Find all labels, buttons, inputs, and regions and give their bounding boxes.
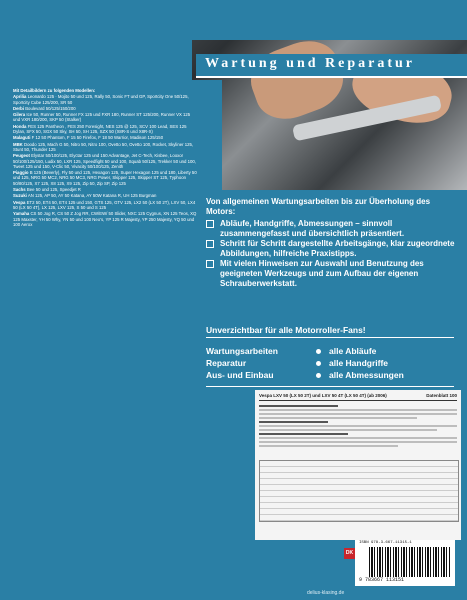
header-title: Wartung und Reparatur	[205, 56, 416, 71]
checkbox-icon	[206, 260, 214, 268]
benefit-item: Abläufe, Handgriffe, Abmessungen – sinnvoll zusammengefasst und übersichtlich präsentiert.	[206, 219, 456, 238]
photo-mask-top	[22, 40, 192, 80]
feature-left: Wartungsarbeiten	[206, 346, 278, 356]
benefit-item: Mit vielen Hinweisen zur Auswahl und Benutzung des geeigneten Werkzeugs und zum Aufbau der eigenen Schrauberwerkstatt.	[206, 259, 456, 288]
model-entry: Aprilia Leonardo 125 · Mojito 50 und 125, Rally 50, Sonic FT und GP, Sportcity One 50/125, Sportcity Cube 125/200, SR 50	[13, 94, 189, 105]
model-entry: Derbi Boulevard 50/125/150/200	[13, 105, 76, 111]
features-divider	[206, 386, 454, 387]
header-divider	[196, 76, 467, 78]
benefit-list	[206, 219, 456, 289]
barcode	[355, 540, 455, 586]
bullet-dot-icon	[316, 373, 321, 378]
publisher-website[interactable]: delius-klasing.de	[307, 590, 345, 596]
intro-text: Von allgemeinen Wartungsarbeiten bis zur Überholung des Motors:	[206, 197, 431, 216]
model-entry: Suzuki AN 125, AP 50, AY 50 Katana, AY 50W Katana R, UH 125 Burgman	[13, 193, 157, 199]
model-entry: Malaguti F 12 50 Phantom, F 15 50 Firefox, F 18 50 Warrior, Madison 125/150	[13, 135, 164, 141]
barcode-bars	[369, 547, 451, 577]
sample-page-preview	[255, 390, 461, 540]
sample-text-block	[259, 405, 457, 449]
model-entry: Sachs Bee 50 und 125, Speedjet R	[13, 187, 81, 193]
model-entry: Peugeot Elystar 50/100/125, Elyctar 125 und 150 Advantage, Jet C-Tech, Kisbee, Looxor 50/100/125/150, Ludix 50, LXR 125, Speedfight 50 und 100, Squab 50/125, Trekker 50 und 100, Tweet 125 und 150, V-Clic 50, Vivacity 50/100/125, Zenith	[13, 153, 196, 169]
feature-right: alle Abläufe	[329, 346, 377, 356]
feature-right: alle Handgriffe	[329, 358, 389, 368]
model-entry: Vespa ET2 50, ET4 50, ET4 125 und 150, GTS 125, GTV 125, LX2 50 (LX 50 2T), LXV 50, LX4 50 (LX 50 4T), LX 125, LXV 125, S 50 und S 125	[13, 199, 196, 210]
sample-page-rule	[259, 400, 457, 401]
features	[206, 346, 456, 382]
barcode-digits: 9 783667 113151	[359, 577, 405, 583]
model-entry: MBK Doodo 125, Mach G 50, Nitro 50, Nitro 100, Ovetto 50, Ovetto 100, Rocket, Skyliner 125, Stunt 50, Thunder 125	[13, 141, 194, 152]
sample-page-label: Datenblatt 100	[426, 393, 457, 398]
feature-right: alle Abmessungen	[329, 370, 404, 380]
isbn-text: ISBN 978-3-667-11315-1	[359, 541, 412, 545]
bullet-dot-icon	[316, 349, 321, 354]
checkbox-icon	[206, 240, 214, 248]
models-list	[13, 88, 198, 228]
tagline: Unverzichtbar für alle Motorroller-Fans!	[206, 325, 366, 335]
feature-left: Aus- und Einbau	[206, 370, 274, 380]
feature-left: Reparatur	[206, 358, 247, 368]
models-heading: Mit Detailbildern zu folgenden Modellen:	[13, 88, 96, 93]
model-entry: Piaggio B 125 (Beverly), Fly 50 und 125, Hexagon 125, Super Hexagon 125 und 180, Liberty 50 und 125, NRG 50 MC2, NRG 50 MC3, NRG Power, Skipper 125, Skipper ST 125, Typhoon 50/80/125, X7 125, X8 125, X9 125, Zip 50, Zip SP, Zip 125	[13, 170, 197, 186]
sample-table	[259, 460, 459, 522]
sample-page-title: Vespa LXV 50 (LX 50 2T) und LXV 50 4T (LX 50 4T) (ab 2006)	[259, 393, 387, 398]
checkbox-icon	[206, 220, 214, 228]
feature-row	[206, 370, 456, 382]
feature-row	[206, 346, 456, 358]
publisher-logo: DK	[344, 548, 355, 559]
top-frame	[0, 0, 467, 40]
tagline-divider	[206, 337, 454, 338]
model-entry: Honda FES 125 Pantheon , FES 250 Foresight, NES 125 @ 125, SCV 100 Lead, SES 125 Dylan, SFX 50, SGX 50 Sky, SH 50, SH 125, SZX 50 (X8R-S und X8R-X)	[13, 123, 187, 135]
model-entry: Yamaha CS 50 Jog R, CS 50 Z Jog RR, CW/EW/ 50 Slider, NXC 125 Cygnus, XN 125 Teos, XQ 125 Maxster, YH 50 Why, YN 50 und 100 Neo's, YP 125 R Majesty, YP 250 Majesty, YQ 50 und 100 Aerox	[13, 211, 197, 227]
benefit-item: Schritt für Schritt dargestellte Arbeitsgänge, klar zugeordnete Abbildungen, hilfreiche Praxistipps.	[206, 239, 456, 258]
feature-row	[206, 358, 456, 370]
model-entry: Gilera Ice 50, Runner 50, Runner FX 125 und FXR 180, Runner ST 125/200, Runner VX 125 und VXR 180/200, SKP 50 (Stalker)	[13, 112, 191, 123]
bullet-dot-icon	[316, 361, 321, 366]
